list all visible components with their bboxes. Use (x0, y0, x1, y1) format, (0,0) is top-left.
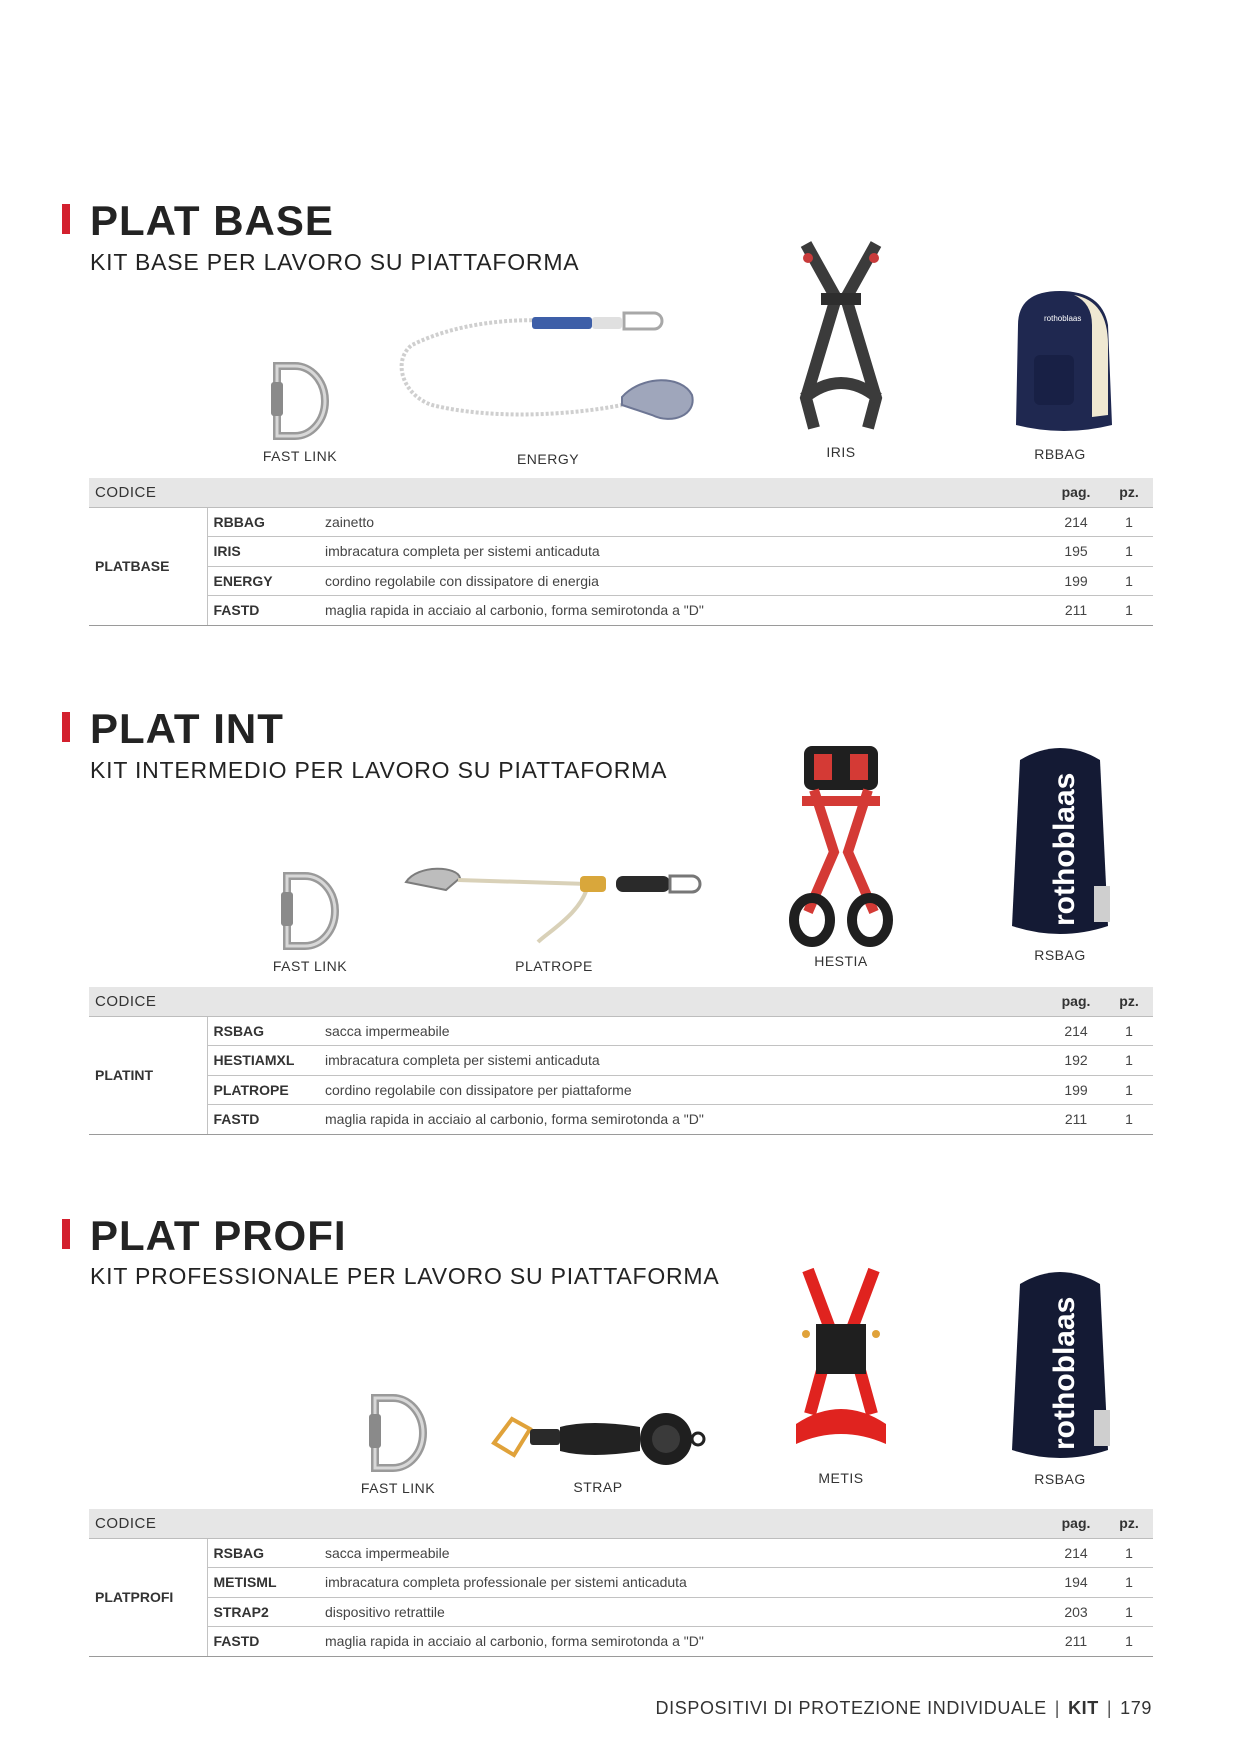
product-label: ENERGY (516, 451, 580, 467)
item-quantity: 1 (1105, 1538, 1153, 1568)
item-page: 192 (1047, 1046, 1105, 1076)
item-quantity: 1 (1105, 1105, 1153, 1135)
harness-icon (786, 1264, 896, 1464)
harness-icon (786, 238, 896, 438)
carabiner-icon (265, 360, 335, 442)
item-code: RBBAG (207, 507, 325, 537)
footer-separator: | (1054, 1698, 1061, 1718)
item-quantity: 1 (1105, 566, 1153, 596)
item-page: 211 (1047, 596, 1105, 626)
item-description: dispositivo retrattile (325, 1597, 1047, 1627)
item-code: FASTD (207, 1105, 325, 1135)
kit-table (89, 478, 1153, 626)
product-label: FAST LINK (272, 958, 348, 974)
carabiner-icon (363, 1392, 433, 1474)
item-page: 199 (1047, 566, 1105, 596)
product-label: PLATROPE (515, 958, 593, 974)
item-code: PLATROPE (207, 1075, 325, 1105)
footer-section: DISPOSITIVI DI PROTEZIONE INDIVIDUALE (655, 1698, 1047, 1718)
item-page: 214 (1047, 507, 1105, 537)
item-quantity: 1 (1105, 596, 1153, 626)
product-platrope (398, 862, 710, 974)
item-code: HESTIAMXL (207, 1046, 325, 1076)
item-description: maglia rapida in acciaio al carbonio, forma semirotonda a "D" (325, 1627, 1047, 1657)
product-label: METIS (818, 1470, 864, 1486)
table-row (89, 1627, 1153, 1657)
product-label: IRIS (826, 444, 856, 460)
section-title: PLAT BASE (90, 197, 334, 244)
footer-category: KIT (1068, 1698, 1099, 1718)
section-subtitle: KIT BASE PER LAVORO SU PIATTAFORMA (90, 249, 580, 275)
table-row (89, 537, 1153, 567)
kit-code: PLATPROFI (89, 1538, 207, 1656)
product-fast-link (262, 870, 358, 974)
item-page: 199 (1047, 1075, 1105, 1105)
product-label: STRAP (573, 1479, 623, 1495)
bag-logo: rothoblaas (1048, 772, 1081, 926)
section-title: PLAT PROFI (90, 1212, 347, 1259)
product-rsbag (998, 736, 1122, 963)
item-quantity: 1 (1105, 1046, 1153, 1076)
product-rsbag (998, 1260, 1122, 1487)
product-label: RBBAG (1034, 446, 1086, 462)
product-label: RSBAG (1034, 947, 1086, 963)
item-code: IRIS (207, 537, 325, 567)
pag-header: pag. (1047, 478, 1105, 507)
retractable-icon (490, 1405, 706, 1473)
table-row (89, 507, 1153, 537)
item-description: maglia rapida in acciaio al carbonio, forma semirotonda a "D" (325, 1105, 1047, 1135)
bag-logo: rothoblaas (1048, 1296, 1081, 1450)
bag-icon (1004, 736, 1116, 941)
rope-lanyard-icon (398, 862, 710, 952)
bag-icon (1004, 1260, 1116, 1465)
accent-bar (62, 1219, 70, 1249)
table-row (89, 1105, 1153, 1135)
pz-header: pz. (1105, 987, 1153, 1016)
lanyard-icon (392, 305, 704, 445)
backpack-icon (1004, 285, 1116, 440)
table-row (89, 1075, 1153, 1105)
codice-header: CODICE (89, 1509, 1047, 1538)
table-row (89, 566, 1153, 596)
item-quantity: 1 (1105, 507, 1153, 537)
product-strap (490, 1405, 706, 1495)
accent-bar (62, 712, 70, 742)
item-quantity: 1 (1105, 1075, 1153, 1105)
item-description: cordino regolabile con dissipatore di energia (325, 566, 1047, 596)
pag-header: pag. (1047, 987, 1105, 1016)
product-hestia (786, 742, 896, 969)
item-quantity: 1 (1105, 1016, 1153, 1046)
product-metis (786, 1264, 896, 1486)
item-code: FASTD (207, 1627, 325, 1657)
product-label: HESTIA (814, 953, 868, 969)
carabiner-icon (275, 870, 345, 952)
kit-code: PLATBASE (89, 507, 207, 625)
section-subtitle: KIT INTERMEDIO PER LAVORO SU PIATTAFORMA (90, 757, 668, 783)
item-page: 203 (1047, 1597, 1105, 1627)
item-quantity: 1 (1105, 1568, 1153, 1598)
item-description: maglia rapida in acciaio al carbonio, forma semirotonda a "D" (325, 596, 1047, 626)
product-label: FAST LINK (360, 1480, 436, 1496)
svg-text:rothoblaas: rothoblaas (1044, 314, 1082, 323)
item-code: STRAP2 (207, 1597, 325, 1627)
pz-header: pz. (1105, 1509, 1153, 1538)
product-rbbag (998, 285, 1122, 462)
table-row (89, 1568, 1153, 1598)
item-description: cordino regolabile con dissipatore per piattaforme (325, 1075, 1047, 1105)
pag-header: pag. (1047, 1509, 1105, 1538)
item-quantity: 1 (1105, 1597, 1153, 1627)
item-description: imbracatura completa professionale per sistemi anticaduta (325, 1568, 1047, 1598)
item-code: RSBAG (207, 1538, 325, 1568)
item-page: 214 (1047, 1538, 1105, 1568)
section-title: PLAT INT (90, 705, 284, 752)
table-row (89, 1016, 1153, 1046)
page-footer (656, 1698, 1152, 1719)
table-row (89, 1597, 1153, 1627)
item-page: 211 (1047, 1627, 1105, 1657)
accent-bar (62, 204, 70, 234)
item-code: RSBAG (207, 1016, 325, 1046)
product-fast-link (350, 1392, 446, 1496)
item-quantity: 1 (1105, 537, 1153, 567)
item-description: imbracatura completa per sistemi anticaduta (325, 537, 1047, 567)
item-code: FASTD (207, 596, 325, 626)
kit-table (89, 1509, 1153, 1657)
pz-header: pz. (1105, 478, 1153, 507)
product-energy (392, 305, 704, 467)
product-iris (786, 238, 896, 460)
table-row (89, 1538, 1153, 1568)
table-row (89, 596, 1153, 626)
table-row (89, 1046, 1153, 1076)
footer-separator: | (1106, 1698, 1113, 1718)
item-page: 194 (1047, 1568, 1105, 1598)
item-page: 214 (1047, 1016, 1105, 1046)
codice-header: CODICE (89, 478, 1047, 507)
item-code: METISML (207, 1568, 325, 1598)
item-description: sacca impermeabile (325, 1538, 1047, 1568)
kit-table (89, 987, 1153, 1135)
kit-code: PLATINT (89, 1016, 207, 1134)
page-number: 179 (1120, 1698, 1152, 1718)
item-page: 211 (1047, 1105, 1105, 1135)
harness-icon (786, 742, 896, 947)
item-description: imbracatura completa per sistemi anticaduta (325, 1046, 1047, 1076)
section-subtitle: KIT PROFESSIONALE PER LAVORO SU PIATTAFORMA (90, 1263, 720, 1289)
item-description: zainetto (325, 507, 1047, 537)
item-description: sacca impermeabile (325, 1016, 1047, 1046)
codice-header: CODICE (89, 987, 1047, 1016)
item-page: 195 (1047, 537, 1105, 567)
item-code: ENERGY (207, 566, 325, 596)
product-label: FAST LINK (262, 448, 338, 464)
product-fast-link (252, 360, 348, 464)
product-label: RSBAG (1034, 1471, 1086, 1487)
item-quantity: 1 (1105, 1627, 1153, 1657)
